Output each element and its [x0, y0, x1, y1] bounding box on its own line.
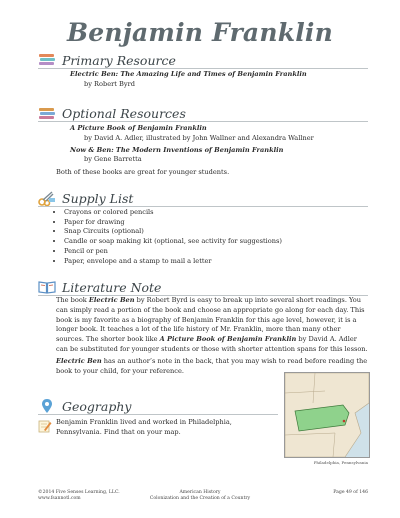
divider — [38, 68, 368, 69]
primary-resource-header — [38, 52, 176, 68]
list-item: • Paper, envelope and a stamp to mail a letter — [64, 257, 282, 267]
books-icon — [38, 52, 56, 68]
list-item: • Pencil or pen — [64, 247, 282, 257]
list-item: • Crayons or colored pencils — [64, 208, 282, 218]
optional-book-author-2: by Gene Barretta — [84, 155, 142, 164]
open-book-icon — [38, 279, 56, 295]
text-run: by Robert Byrd is easy to break up into several short readings. You can simply read a portion of the book and choose an appropriate go along for each day. This book is my favorite as a biography of Benjamin Franklin for this age level, however, it is a longer book. It teaches a lot of the life history of Mr. Franklin, more than many other sources. The shorter book like — [56, 296, 365, 344]
text-run: The book — [56, 296, 89, 304]
optional-resources-content — [70, 124, 370, 165]
list-item: • Candle or soap making kit (optional, see activity for suggestions) — [64, 237, 282, 247]
footer-center — [140, 490, 260, 502]
optional-book-author-1: by David A. Adler, illustrated by John Wallner and Alexandra Wallner — [84, 133, 314, 142]
geography-header — [38, 398, 131, 414]
literature-note-header — [38, 279, 161, 295]
map-caption: Philadelphia, Pennsylvania — [313, 460, 368, 465]
supply-list-heading: Supply List — [62, 190, 134, 206]
optional-note: Both of these books are great for younger students. — [56, 168, 230, 176]
text-run: has an author’s note in the back, that you may wish to read before reading the book to your child, for your reference. — [56, 357, 368, 375]
list-item: • Paper for drawing — [64, 218, 282, 228]
primary-resource-heading: Primary Resource — [62, 52, 176, 68]
unit-title: Colonization and the Creation of a Country — [149, 496, 251, 501]
optional-resources-heading: Optional Resources — [62, 105, 186, 121]
primary-book-author: by Robert Byrd — [84, 79, 135, 88]
divider — [38, 206, 368, 207]
copyright-text: ©2014 Five Senses Learning, LLC. — [38, 490, 120, 495]
page-number: Page 49 of 146 — [333, 490, 368, 495]
geography-heading: Geography — [62, 398, 132, 414]
divider — [38, 121, 368, 122]
optional-resources-header — [38, 105, 186, 121]
page-title: Benjamin Franklin — [66, 18, 334, 47]
scissors-icon — [38, 190, 56, 206]
pennsylvania-map — [284, 372, 370, 458]
supply-list-header — [38, 190, 133, 206]
divider — [38, 414, 278, 415]
literature-paragraph-1 — [56, 296, 368, 355]
primary-book-title: Electric Ben: The Amazing Life and Times of Benjamin Franklin — [70, 70, 307, 78]
book-title-emphasis: A Picture Book of Benjamin Franklin — [159, 335, 297, 344]
text-run: by David A. Adler can be substituted for younger students or those with shorter attention spans for this lesson. — [56, 335, 368, 353]
optional-book-title-2: Now & Ben: The Modern Inventions of Benjamin Franklin — [70, 145, 284, 154]
book-title-emphasis: Electric Ben — [56, 357, 102, 365]
map-pin-icon — [38, 398, 56, 414]
optional-book-title-1: A Picture Book of Benjamin Franklin — [70, 124, 207, 132]
book-title-emphasis: Electric Ben — [88, 296, 135, 304]
literature-note-heading: Literature Note — [62, 279, 162, 295]
website-link[interactable]: www.fsannotl.com — [38, 496, 81, 501]
books-icon — [38, 105, 56, 121]
geography-text: Benjamin Franklin lived and worked in Philadelphia, Pennsylvania. Find that on your map. — [56, 418, 232, 436]
pencil-paper-icon — [38, 418, 52, 437]
primary-resource-content — [70, 70, 370, 90]
supply-list — [52, 208, 282, 266]
footer-left — [38, 490, 148, 502]
list-item: • Snap Circuits (optional) — [64, 227, 282, 237]
course-title: American History — [179, 490, 221, 495]
